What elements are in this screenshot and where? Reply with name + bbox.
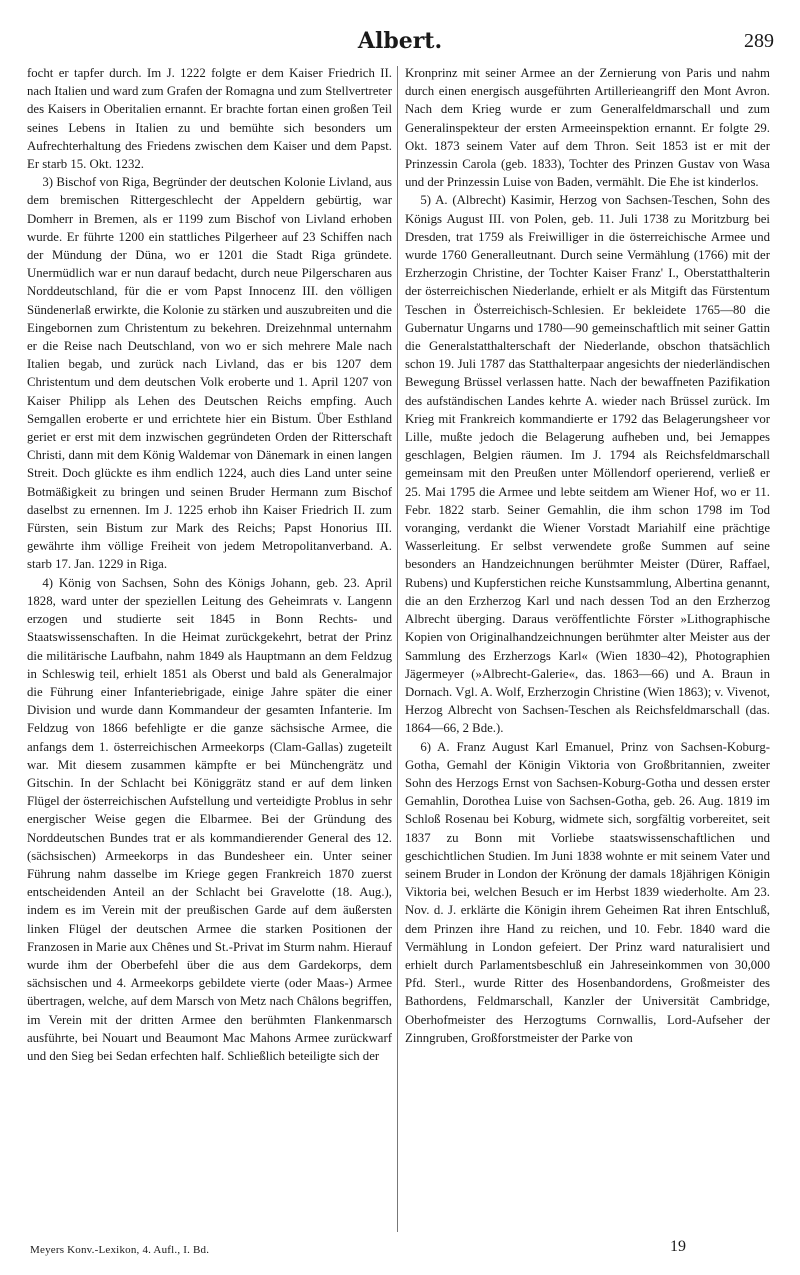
left-column [27, 64, 392, 1232]
column-divider [397, 66, 398, 1232]
footer-imprint: Meyers Konv.-Lexikon, 4. Aufl., I. Bd. [30, 1244, 210, 1256]
paragraph: 4) König von Sachsen, Sohn des Königs Johann, geb. 23. April 1828, ward unter der speziellen Leitung des Geheimrats v. Langenn erzogen und studierte seit 1845 in Bonn Rechts- und Staatswissenschaften. In die Heimat zurückgekehrt, betrat der Prinz die militärische Laufbahn, nahm 1849 als Hauptmann an dem Feldzug in Schleswig teil, erhielt 1851 als Oberst und bald als Generalmajor die Führung einer Infanteriebrigade, einige Jahre später die einer Division und wurde dann Kommandeur der gesamten Infanterie. Im Feldzug von 1866 befehligte er die ganze sächsische Armee, die anfangs dem 1. österreichischen Armeekorps (Clam-Gallas) zugeteilt war. Mit diesem zusammen kämpfte er bei Münchengrätz und Gitschin. In der Schlacht bei Königgrätz stand er auf dem linken Flügel der österreichischen Aufstellung und verteidigte Problus in sehr energischer Weise gegen die Elbarmee. Bei der Gründung des Norddeutschen Bundes trat er als kommandierender General des 12. (sächsischen) Armeekorps in das Bundesheer ein. Unter seiner Führung nahm dasselbe im Kriege gegen Frankreich 1870 zuerst entscheidenden Anteil an der Schlacht bei Gravelotte (18. Aug.), indem es im Verein mit der preußischen Garde auf dem äußersten linken Flügel der deutschen Armee die starken Positionen der Franzosen in Marie aux Chênes und St.-Privat im Sturm nahm. Hierauf wurde ihm der Oberbefehl über die aus dem Gardekorps, dem sächsischen und 4. Armeekorps gebildete vierte (oder Maas-) Armee übertragen, welche, auf dem Marsch von Metz nach Châlons begriffen, im Verein mit der dritten Armee den berühmten Flankenmarsch ausführte, bei Nouart und Beaumont Mac Mahons Armee zurückwarf und den Sieg bei Sedan erfechten half. Schließlich beteiligte sich der [27, 575, 392, 1063]
footer-signature: 19 [670, 1238, 686, 1255]
paragraph: 3) Bischof von Riga, Begründer der deutschen Kolonie Livland, aus dem bremischen Rittergeschlecht der Appeldern gebürtig, war Domherr in Bremen, als er 1199 zum Bischof von Livland erhoben wurde. Er führte 1200 ein stattliches Pilgerheer auf 23 Schiffen nach der Mündung der Düna, wo er 1201 die Stadt Riga gründete. Unermüdlich war er nun darauf bedacht, durch neue Pilgerscharen aus Norddeutschland, für die er vom Papst Innocenz III. den völligen Sündenerlaß erwirkte, die Kolonie zu stärken und auszubreiten und die Eingebornen zum Christentum zu bekehren. Dreizehnmal unternahm er die Reise nach Deutschland, von wo er sich mehrere Male nach Italien begab, und zurück nach Livland, das er bis 1207 dem Christentum und dem deutschen Volk eroberte und 1. April 1207 von Kaiser Philipp als Lehen des Deutschen Reichs empfing. Auch Semgallen eroberte er und errichtete hier ein Bistum. Über Esthland geriet er erst mit dem inzwischen gegründeten Orden der Ritterschaft Christi, dann mit dem König Waldemar von Dänemark in einen langen Streit. Doch glückte es ihm endlich 1224, auch dies Land unter seine Botmäßigkeit zu bringen und seinen Bruder Hermann zum Bischof daselbst zu ernennen. Im J. 1225 erhob ihn Kaiser Friedrich II. zum Fürsten, sein Bistum zur Mark des Reichs; Papst Honorius III. gewährte ihm völlige Freiheit von jedem Metropolitanverband. A. starb 17. Jan. 1229 in Riga. [27, 175, 392, 572]
page-number: 289 [744, 30, 774, 52]
paragraph: Kronprinz mit seiner Armee an der Zernierung von Paris und nahm durch einen energisch ausgeführten Artillerieangriff den Mont Avron. Nach dem Krieg wurde er zum Generalfeldmarschall und zum Generalinspekteur der ersten Armeeinspektion ernannt. Er folgte 29. Okt. 1873 seinem Vater auf dem Thron. Seit 1853 ist er mit der Prinzessin Carola (geb. 1833), Tochter des Prinzen Gustav von Wasa und der Prinzessin Luise von Baden, vermählt. Die Ehe ist kinderlos. [405, 66, 770, 190]
right-column [405, 64, 770, 1232]
running-title: Albert. [357, 28, 443, 54]
paragraph: 6) A. Franz August Karl Emanuel, Prinz von Sachsen-Koburg-Gotha, Gemahl der Königin Viktoria von Großbritannien, zweiter Sohn des Herzogs Ernst von Sachsen-Koburg-Gotha und dessen erster Gemahlin, Dorothea Luise von Sachsen-Gotha, geb. 26. Aug. 1819 im Schloß Rosenau bei Koburg, widmete sich, sorgfältig vorbereitet, seit 1837 zu Bonn mit Vorliebe staatswissenschaftlichen und geschichtlichen Studien. Im Juni 1838 wohnte er mit seinem Vater und seinem Bruder in London der Krönung der damals 18jährigen Königin Viktoria bei, welchen Besuch er im Herbst 1839 wiederholte. Am 23. Nov. d. J. erklärte die Königin ihrem Geheimen Rat ihren Entschluß, dem Prinzen ihre Hand zu reichen, und 10. Febr. 1840 ward die Vermählung in London gefeiert. Der Prinz ward naturalisiert und erhielt durch Parlamentsbeschluß ein Jahreseinkommen von 30,000 Pfd. Sterl., wurde Ritter des Hosenbandordens, Großmeister des Bathordens, Feldmarschall, Kanzler der Universität Cambridge, Oberhofmeister des Herzogtums Cornwallis, Lord-Aufseher der Zinngruben, Großforstmeister der Parke von [405, 739, 770, 1045]
paragraph: 5) A. (Albrecht) Kasimir, Herzog von Sachsen-Teschen, Sohn des Königs August III. von Polen, geb. 11. Juli 1738 zu Moritzburg bei Dresden, trat 1759 als Freiwilliger in die österreichische Armee und wurde 1760 Generalleutnant. Durch seine Vermählung (1766) mit der Erzherzogin Christine, der Tochter Kaiser Franz' I., Oberstatthalterin der österreichischen Niederlande, erhielt er als Mitgift das Fürstentum Teschen in Österreichisch-Schlesien. Er bekleidete 1765—80 die Gubernatur Ungarns und 1780—90 gemeinschaftlich mit seiner Gattin die Generalstatthalterschaft der Niederlande, obschon thatsächlich schon 19. Juli 1787 das Statthalterpaar angesichts der niederländischen Bewegung Brüssel verlassen hatte. Nach der bewaffneten Pazifikation des aufständischen Landes kehrte A. wieder nach Brüssel zurück. Im Krieg mit Frankreich kommandierte er 1792 das Belagerungsheer vor Lille, mußte jedoch die Belagerung aufheben und, bei Jemappes geschlagen, Belgien räumen. Im J. 1794 als Reichsfeldmarschall gemeinsam mit den Preußen unter Möllendorf operierend, verließ er 25. Mai 1795 die Armee und lebte seitdem am Wiener Hof, wo er 11. Febr. 1822 starb. Seiner Gemahlin, die ihm schon 1798 im Tod voranging, verdankt die Wiener Vorstadt Mariahilf eine prächtige Wasserleitung. Er selbst verwendete große Summen auf seine besonders an Handzeichnungen berühmter Meister (Dürer, Raffael, Rubens) und Kupferstichen reiche Kunstsammlung, Albertina genannt, die an den Erzherzog Karl und nach dessen Tod an den Erzherzog Albrecht überging. Daraus veröffentlichte Förster »Lithographische Kopien von Originalhandzeichnungen berühmter alter Meister aus der Sammlung des Erzherzogs Karl« (Wien 1830–42), Photographien Jägermeyer (»Albrecht-Galerie«, das. 1863—66) und A. Braun in Dornach. Vgl. A. Wolf, Erzherzogin Christine (Wien 1863); v. Vivenot, Herzog Albrecht von Sachsen-Teschen als Reichsfeldmarschall (das. 1864—66, 2 Bde.). [405, 193, 770, 736]
page-header [26, 24, 774, 64]
paragraph: focht er tapfer durch. Im J. 1222 folgte er dem Kaiser Friedrich II. nach Italien und ward zum Grafen der Romagna und zum Stellvertreter des Kaisers in Oberitalien ernannt. Er brachte fortan einen großen Teil seines Lebens in Italien zu und bemühte sich besonders um Aufrechterhaltung des Friedens zwischen dem Kaiser und dem Papst. Er starb 15. Okt. 1232. [27, 66, 392, 172]
